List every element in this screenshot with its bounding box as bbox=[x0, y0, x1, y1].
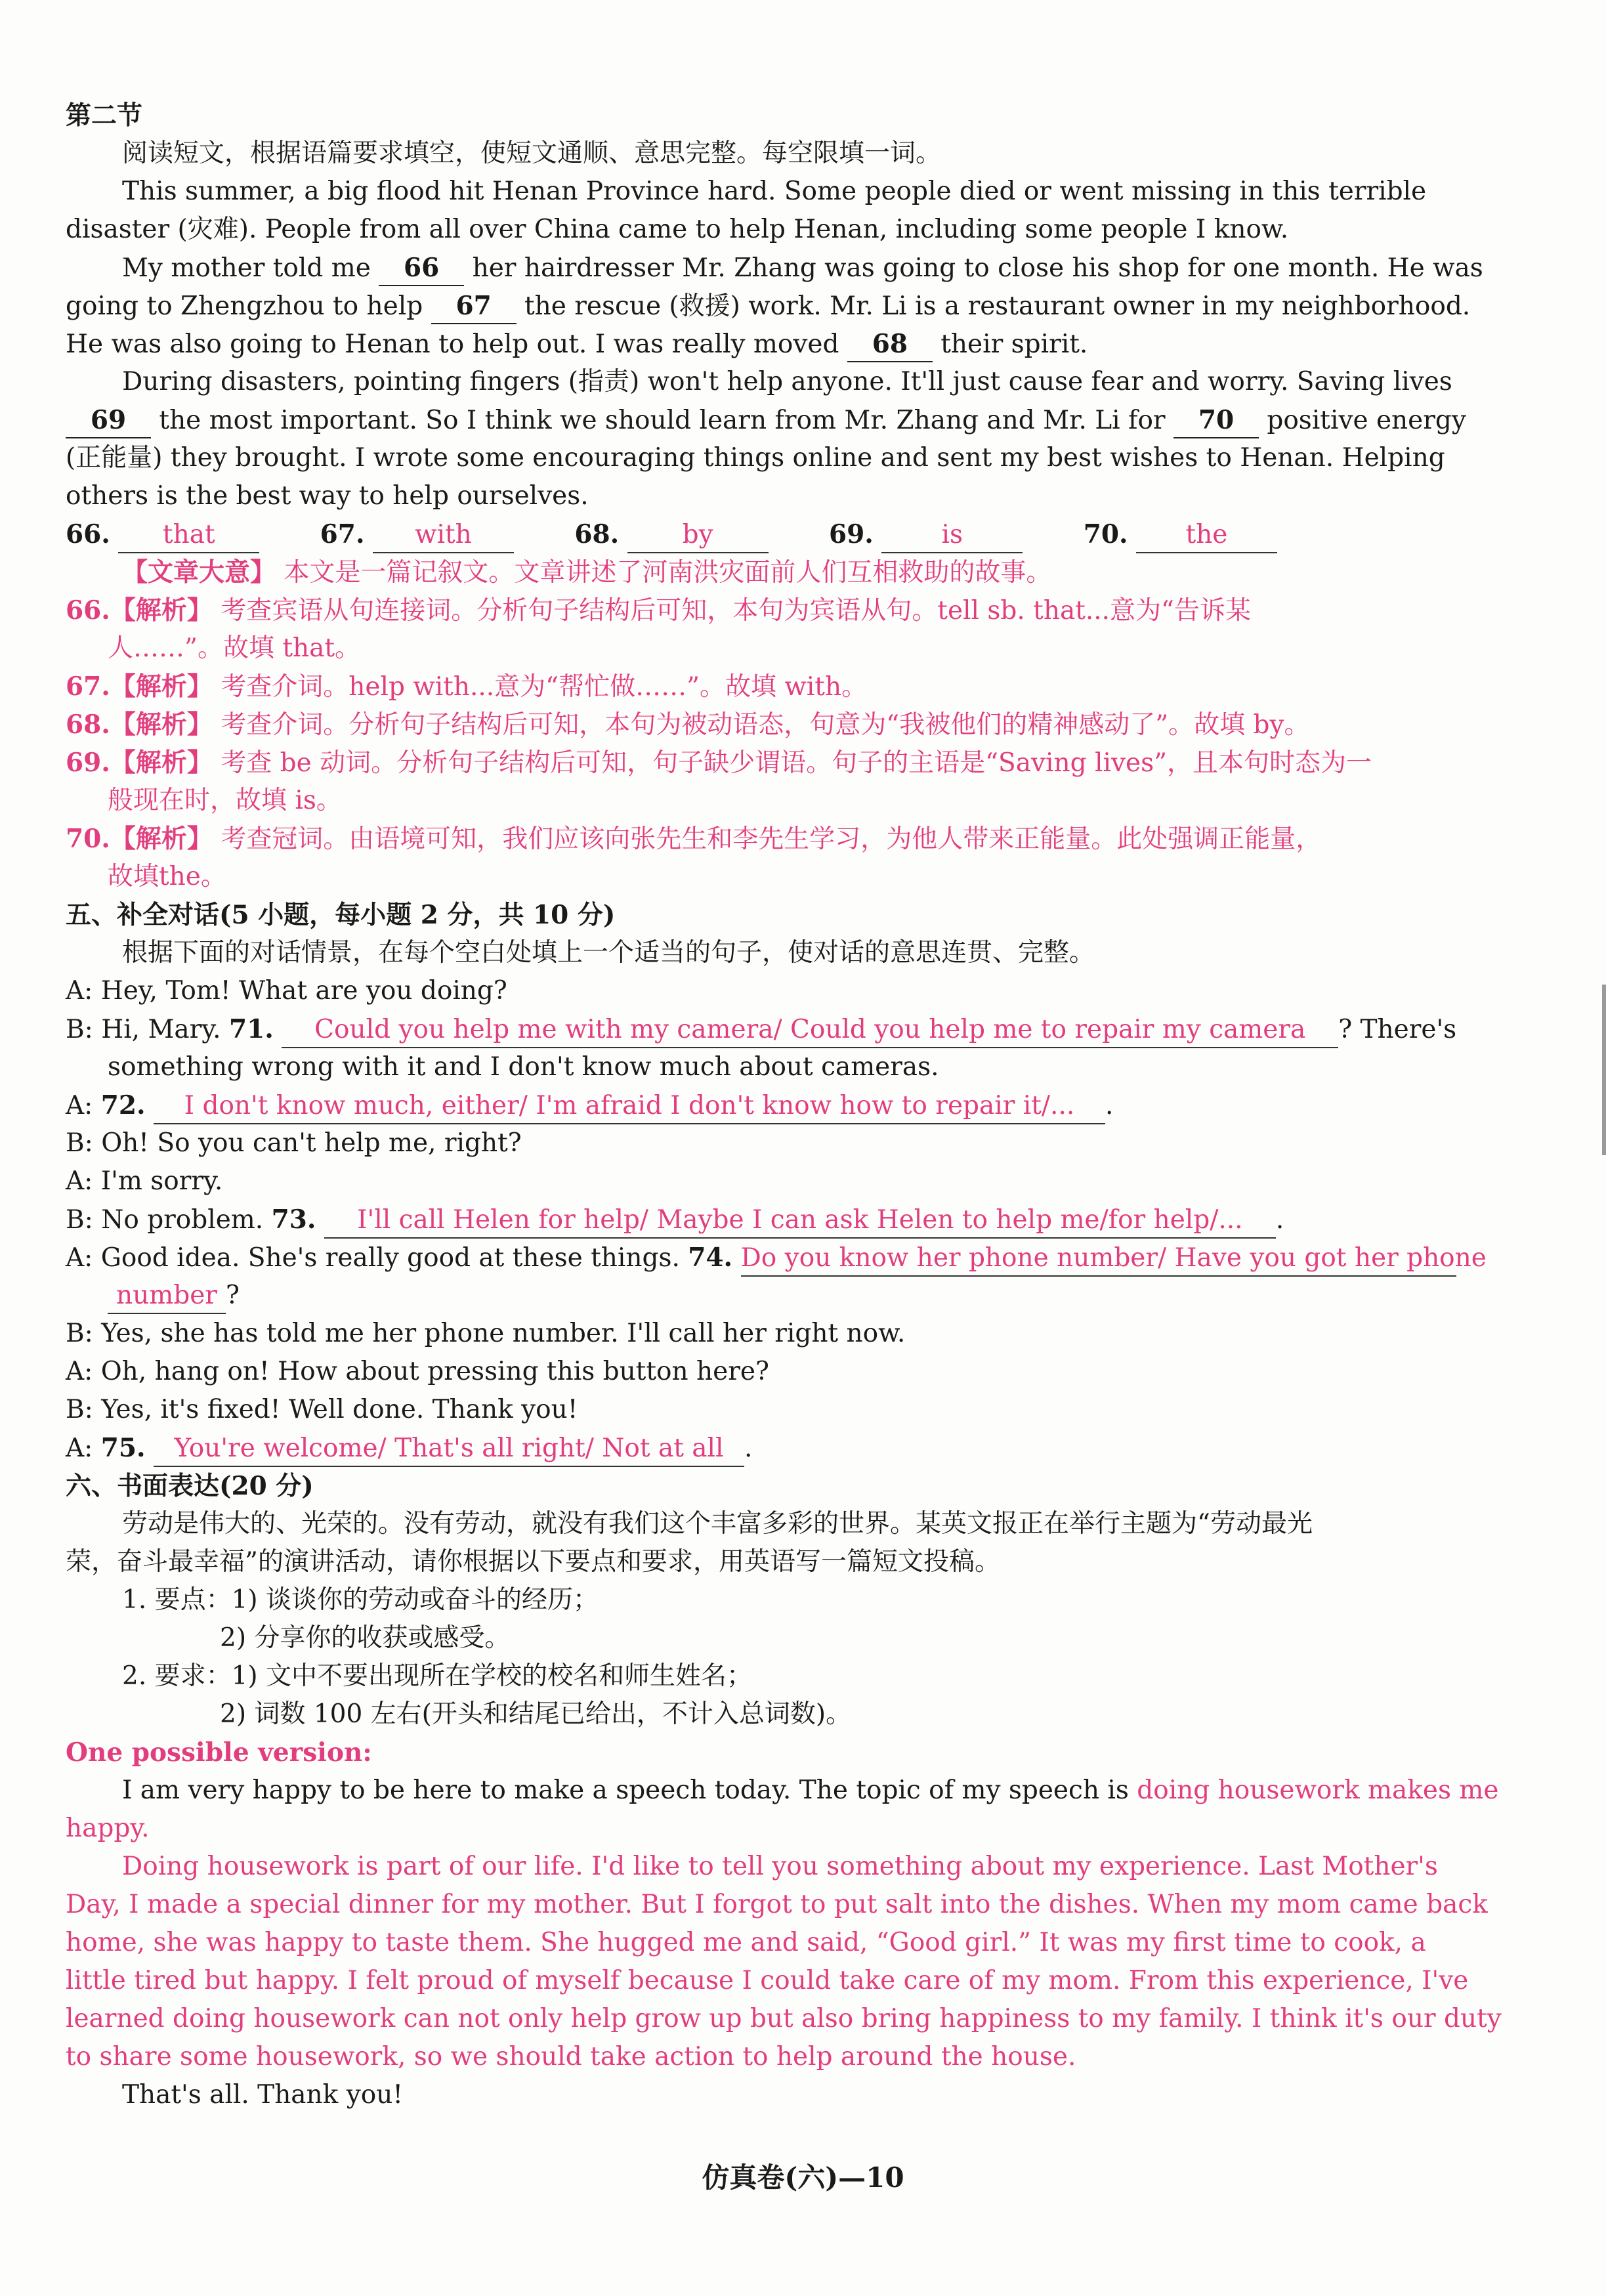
answer-69: is bbox=[881, 518, 1023, 553]
answer-row bbox=[66, 517, 1277, 553]
dialogue-text: B: No problem. bbox=[66, 1205, 272, 1235]
analysis-number: 70. bbox=[66, 824, 110, 854]
page-edge-shadow bbox=[1602, 985, 1606, 1155]
requirement-line: 2. 要求：1) 文中不要出现所在学校的校名和师生姓名； bbox=[122, 1661, 753, 1691]
dialogue-line bbox=[66, 1279, 240, 1314]
dialogue-line bbox=[66, 1241, 1487, 1277]
analysis-text: 考查介词。分析句子结构后可知，本句为被动语态，句意为“我被他们的精神感动了”。故填 by。 bbox=[221, 710, 1310, 740]
passage-text: their spirit. bbox=[932, 330, 1088, 359]
dialogue-text: ? There's bbox=[1338, 1015, 1457, 1044]
essay-line: Day, I made a special dinner for my mother. But I forgot to put salt into the dishes. When my mom came back bbox=[66, 1890, 1488, 1919]
question-number: 75. bbox=[100, 1433, 146, 1463]
passage-text: My mother told me bbox=[122, 253, 379, 283]
passage-line: others is the best way to help ourselves. bbox=[66, 481, 589, 511]
dialogue-text: . bbox=[1105, 1091, 1114, 1120]
essay-line: Doing housework is part of our life. I'd like to tell you something about my experience. Last Mother's bbox=[122, 1852, 1438, 1881]
answer-72: I don't know much, either/ I'm afraid I don't know how to repair it/... bbox=[154, 1089, 1105, 1124]
essay-line: happy. bbox=[66, 1814, 150, 1843]
dialogue-text: A: bbox=[66, 1091, 101, 1120]
section2-instruction: 阅读短文，根据语篇要求填空，使短文通顺、意思完整。每空限填一词。 bbox=[122, 138, 942, 168]
answer-number: 70. bbox=[1083, 519, 1128, 549]
passage-line: disaster (灾难). People from all over China came to help Henan, including some people I know. bbox=[66, 215, 1289, 244]
dialogue-line bbox=[66, 1431, 752, 1467]
dialogue-line: B: Yes, she has told me her phone number. I'll call her right now. bbox=[66, 1319, 906, 1348]
question-number: 74. bbox=[688, 1243, 733, 1273]
analysis-label: 【解析】 bbox=[110, 710, 213, 740]
passage-text: He was also going to Henan to help out. I was really moved bbox=[66, 330, 847, 359]
summary-label: 【文章大意】 bbox=[122, 557, 276, 587]
blank-70[interactable]: 70 bbox=[1173, 403, 1259, 438]
question-number: 72. bbox=[100, 1090, 146, 1120]
dialogue-text: A: bbox=[66, 1434, 101, 1463]
analysis-text: 考查宾语从句连接词。分析句子结构后可知，本句为宾语从句。tell sb. that...意为“告诉某 bbox=[221, 596, 1251, 626]
passage-line bbox=[66, 251, 1483, 286]
section2-title: 第二节 bbox=[66, 100, 143, 131]
answer-number: 67. bbox=[320, 519, 365, 549]
essay-text: I am very happy to be here to make a speech today. The topic of my speech is bbox=[122, 1775, 1137, 1805]
passage-text: the rescue (救援) work. Mr. Li is a restaurant owner in my neighborhood. bbox=[516, 291, 1471, 321]
dialogue-line bbox=[66, 1012, 1456, 1048]
analysis-text: 考查冠词。由语境可知，我们应该向张先生和李先生学习，为他人带来正能量。此处强调正能量， bbox=[221, 824, 1322, 854]
answer-74: Do you know her phone number/ Have you got her phone bbox=[741, 1241, 1456, 1277]
answer-68: by bbox=[627, 518, 769, 553]
version-label: One possible version: bbox=[66, 1737, 372, 1768]
prompt-line: 劳动是伟大的、光荣的。没有劳动，就没有我们这个丰富多彩的世界。某英文报正在举行主题为“劳动最光 bbox=[122, 1509, 1313, 1539]
analysis-68 bbox=[66, 708, 1310, 742]
passage-text: her hairdresser Mr. Zhang was going to close his shop for one month. He was bbox=[464, 253, 1483, 283]
blank-69[interactable]: 69 bbox=[66, 403, 151, 438]
dialogue-text: A: Good idea. She's really good at these things. bbox=[66, 1243, 688, 1273]
requirement-line: 1. 要点：1) 谈谈你的劳动或奋斗的经历； bbox=[122, 1585, 599, 1615]
answer-74-cont: number bbox=[108, 1279, 226, 1314]
analysis-number: 67. bbox=[66, 671, 110, 702]
passage-line bbox=[66, 327, 1088, 362]
passage-line: During disasters, pointing fingers (指责) won't help anyone. It'll just cause fear and worry. Saving lives bbox=[122, 367, 1452, 396]
essay-line: to share some housework, so we should take action to help around the house. bbox=[66, 2042, 1076, 2072]
dialogue-line bbox=[66, 1088, 1113, 1124]
passage-line: (正能量) they brought. I wrote some encouraging things online and sent my best wishes to Henan. Helping bbox=[66, 443, 1445, 473]
summary-text: 本文是一篇记叙文。文章讲述了河南洪灾面前人们互相救助的故事。 bbox=[284, 558, 1052, 587]
analysis-label: 【解析】 bbox=[110, 671, 213, 702]
essay-line: little tired but happy. I felt proud of myself because I could take care of my mom. From this experience, I've bbox=[66, 1966, 1469, 1995]
dialogue-text: . bbox=[1275, 1205, 1284, 1235]
analysis-text: 考查 be 动词。分析句子结构后可知，句子缺少谓语。句子的主语是“Saving lives”，且本句时态为一 bbox=[221, 748, 1372, 778]
passage-text: positive energy bbox=[1258, 406, 1466, 435]
section5-instruction: 根据下面的对话情景，在每个空白处填上一个适当的句子，使对话的意思连贯、完整。 bbox=[122, 938, 1095, 967]
passage-line bbox=[66, 289, 1470, 324]
answer-67: with bbox=[373, 518, 514, 553]
answer-number: 69. bbox=[829, 519, 874, 549]
analysis-67 bbox=[66, 670, 867, 704]
dialogue-line: something wrong with it and I don't know much about cameras. bbox=[108, 1052, 939, 1082]
dialogue-text: . bbox=[744, 1434, 753, 1463]
dialogue-line bbox=[66, 1202, 1284, 1239]
dialogue-line: B: Oh! So you can't help me, right? bbox=[66, 1128, 522, 1158]
dialogue-line: A: I'm sorry. bbox=[66, 1166, 223, 1196]
analysis-number: 68. bbox=[66, 710, 110, 740]
analysis-label: 【解析】 bbox=[110, 595, 213, 626]
analysis-label: 【解析】 bbox=[110, 824, 213, 854]
section6-title: 六、书面表达(20 分) bbox=[66, 1471, 314, 1501]
page-footer: 仿真卷(六)—10 bbox=[702, 2161, 904, 2194]
analysis-69-cont: 般现在时，故填 is。 bbox=[108, 786, 342, 815]
answer-73: I'll call Helen for help/ Maybe I can ask Helen to help me/for help/... bbox=[324, 1203, 1276, 1239]
question-number: 71. bbox=[228, 1014, 274, 1044]
analysis-70-cont: 故填the。 bbox=[108, 862, 226, 891]
analysis-number: 66. bbox=[66, 595, 110, 626]
requirement-line: 2) 分享你的收获或感受。 bbox=[220, 1623, 511, 1653]
answer-70: the bbox=[1136, 518, 1277, 553]
blank-68[interactable]: 68 bbox=[847, 327, 933, 362]
passage-line bbox=[66, 403, 1466, 438]
analysis-label: 【解析】 bbox=[110, 748, 213, 778]
analysis-70 bbox=[66, 822, 1321, 857]
essay-text-answer: doing housework makes me bbox=[1137, 1775, 1499, 1805]
dialogue-line: A: Oh, hang on! How about pressing this button here? bbox=[66, 1357, 769, 1386]
blank-67[interactable]: 67 bbox=[431, 289, 517, 324]
passage-text: the most important. So I think we should learn from Mr. Zhang and Mr. Li for bbox=[151, 406, 1173, 435]
prompt-line: 荣，奋斗最幸福”的演讲活动，请你根据以下要点和要求，用英语写一篇短文投稿。 bbox=[66, 1547, 1000, 1577]
answer-66: that bbox=[118, 518, 259, 553]
blank-66[interactable]: 66 bbox=[379, 251, 464, 286]
dialogue-text: B: Hi, Mary. bbox=[66, 1015, 229, 1044]
dialogue-line: B: Yes, it's fixed! Well done. Thank you! bbox=[66, 1395, 578, 1424]
essay-line bbox=[66, 1774, 1498, 1808]
passage-text: going to Zhengzhou to help bbox=[66, 291, 431, 321]
passage-line: This summer, a big flood hit Henan Province hard. Some people died or went missing in this terrible bbox=[122, 177, 1427, 206]
dialogue-line: A: Hey, Tom! What are you doing? bbox=[66, 976, 507, 1006]
question-number: 73. bbox=[271, 1204, 316, 1235]
article-summary bbox=[66, 555, 1051, 590]
section5-title: 五、补全对话(5 小题，每小题 2 分，共 10 分) bbox=[66, 900, 616, 930]
answer-75: You're welcome/ That's all right/ Not at all bbox=[154, 1432, 744, 1467]
analysis-text: 考查介词。help with...意为“帮忙做……”。故填 with。 bbox=[221, 672, 868, 702]
analysis-69 bbox=[66, 746, 1372, 780]
answer-number: 68. bbox=[574, 519, 620, 549]
analysis-66 bbox=[66, 593, 1251, 628]
analysis-66-cont: 人……”。故填 that。 bbox=[108, 633, 361, 663]
dialogue-text: ? bbox=[226, 1281, 240, 1310]
answer-number: 66. bbox=[66, 519, 110, 549]
essay-line: home, she was happy to taste them. She hugged me and said, “Good girl.” It was my first time to cook, a bbox=[66, 1928, 1426, 1957]
essay-line: That's all. Thank you! bbox=[122, 2080, 404, 2110]
requirement-line: 2) 词数 100 左右(开头和结尾已给出，不计入总词数)。 bbox=[220, 1699, 852, 1729]
analysis-number: 69. bbox=[66, 748, 110, 778]
answer-71: Could you help me with my camera/ Could you help me to repair my camera bbox=[282, 1013, 1338, 1048]
essay-line: learned doing housework can not only help grow up but also bring happiness to my family. I think it's our duty bbox=[66, 2004, 1502, 2033]
